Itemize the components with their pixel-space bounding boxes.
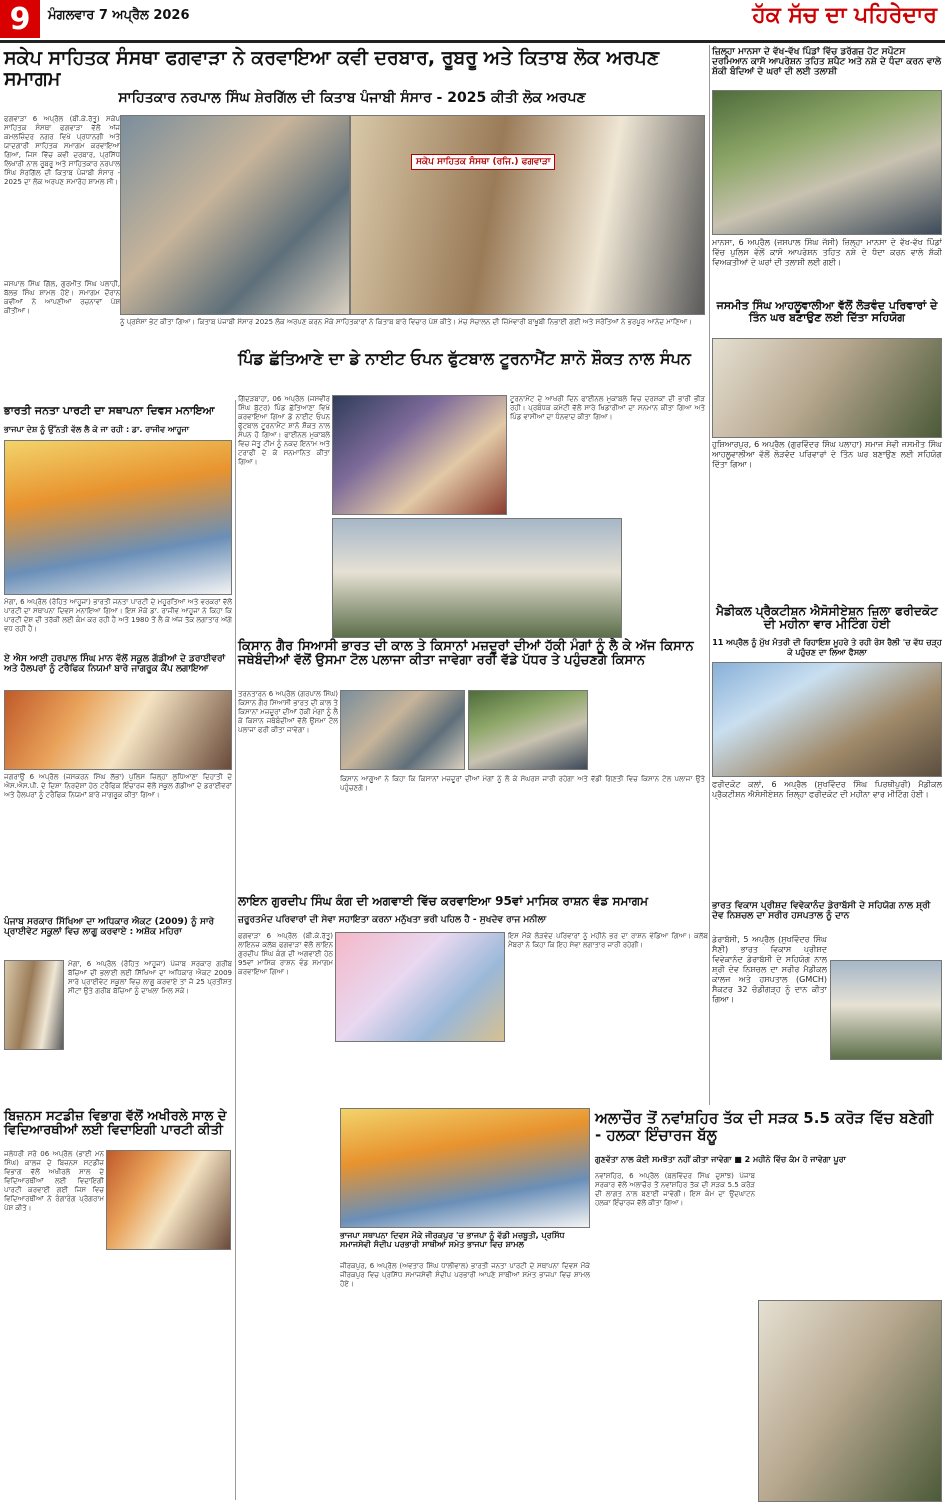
donation-headline: ਭਾਰਤ ਵਿਕਾਸ ਪ੍ਰੀਸ਼ਦ ਵਿਵੇਕਾਨੰਦ ਡੇਰਾਬੱਸੀ ਦੇ ਸਹਿਯੋਗ ਨਾਲ ਸ਼੍ਰੀ ਦੇਵ ਨਿਸ਼ਚਲ ਦਾ ਸਰੀਰ ਹਸਪਤਾਲ ਨੂੰ ਦਾਨ — [712, 901, 931, 921]
football-headline: ਪਿੰਡ ਛੱਤਿਆਣੇ ਦਾ ਡੇ ਨਾਈਟ ਓਪਨ ਫੁੱਟਬਾਲ ਟੂਰਨਾਮੈਂਟ ਸ਼ਾਨੋ ਸ਼ੌਕਤ ਨਾਲ ਸੰਪਨ — [238, 349, 691, 368]
brand-text: ਹੱਕ ਸੱਚ ਦਾ ਪਹਿਰੇਦਾਰ — [752, 2, 937, 28]
lead-subhead: ਸਾਹਿਤਕਾਰ ਨਰਪਾਲ ਸਿੰਘ ਸ਼ੇਰਗਿੱਲ ਦੀ ਕਿਤਾਬ ਪੰਜਾਬੀ ਸੰਸਾਰ - 2025 ਕੀਤੀ ਲੋਕ ਅਰਪਣ — [112, 90, 592, 110]
mansa-body: ਮਾਨਸਾ, 6 ਅਪ੍ਰੈਲ (ਜਸਪਾਲ ਸਿੰਘ ਜੱਸੀ) ਜ਼ਿਲ੍ਹਾ ਮਾਨਸਾ ਦੇ ਵੱਖ-ਵੱਖ ਪਿੰਡਾਂ ਵਿੱਚ ਪੁਲਿਸ ਵੱਲੋਂ ਕਾਸੋ ਆਪਰੇਸ਼ਨ ਤਹਿਤ ਨਸ਼ੇ ਦੇ ਧੰਦਾ ਕਰਨ ਵਾਲੇ ਸ਼ੱਕੀ ਵਿਅਕਤੀਆਂ ਦੇ ਘਰਾਂ ਦੀ ਤਲਾਸ਼ੀ ਲਈ ਗਈ। — [712, 238, 942, 267]
football-photo-2 — [332, 518, 622, 638]
medical-subhead: 11 ਅਪ੍ਰੈਲ ਨੂੰ ਮੁੱਖ ਮੰਤਰੀ ਦੀ ਰਿਹਾਇਸ਼ ਮੂਹਰੇ ਤੇ ਰਹੀ ਰੋਸ ਰੈਲੀ 'ਚ ਵੱਧ ਚੜ੍ਹ ਕੇ ਪਹੁੰਚਣ ਦਾ ਲਿਆ ਫੈਸਲਾ — [712, 638, 942, 657]
ahluwalia-photo — [712, 338, 942, 438]
lead-photo-1 — [120, 115, 350, 315]
header-rule — [0, 40, 945, 43]
farmers-photo-1 — [340, 690, 465, 770]
road-body: ਨਵਾਂਸ਼ਹਿਰ, 6 ਅਪ੍ਰੈਲ (ਬਲਵਿੰਦਰ ਸਿੰਘ ਦੁਸਾਂਝ) ਪੰਜਾਬ ਸਰਕਾਰ ਵੱਲੋਂ ਅਲਾਚੌਰ ਤੋਂ ਨਵਾਂਸ਼ਹਿਰ ਤੱਕ ਦੀ ਸੜਕ 5.5 ਕਰੋੜ ਦੀ ਲਾਗਤ ਨਾਲ ਬਣਾਈ ਜਾਵੇਗੀ। ਇਸ ਕੰਮ ਦਾ ਉਦਘਾਟਨ ਹਲਕਾ ਇੰਚਾਰਜ ਵੱਲੋਂ ਕੀਤਾ ਗਿਆ। — [595, 1172, 755, 1207]
column-divider — [709, 45, 710, 1105]
ahluwalia-headline: ਜਸਮੀਤ ਸਿੰਘ ਆਹਲੂਵਾਲੀਆ ਵੱਲੋਂ ਲੋੜਵੰਦ ਪਰਿਵਾਰਾਂ ਦੇ ਤਿੰਨ ਘਰ ਬਣਾਉਣ ਲਈ ਦਿੱਤਾ ਸਹਿਯੋਗ — [716, 299, 938, 325]
football-photo-1 — [332, 395, 507, 515]
lions-headline: ਲਾਇਨ ਗੁਰਦੀਪ ਸਿੰਘ ਕੰਗ ਦੀ ਅਗਵਾਈ ਵਿੱਚ ਕਰਵਾਇਆ 95ਵਾਂ ਮਾਸਿਕ ਰਾਸ਼ਨ ਵੰਡ ਸਮਾਗਮ — [238, 894, 649, 908]
donation-body: ਡੇਰਾਬੱਸੀ, 5 ਅਪ੍ਰੈਲ (ਸੁਖਵਿੰਦਰ ਸਿੰਘ ਸੈਣੀ) ਭਾਰਤ ਵਿਕਾਸ ਪ੍ਰੀਸ਼ਦ ਵਿਵੇਕਾਨੰਦ ਡੇਰਾਬੱਸੀ ਦੇ ਸਹਿਯੋਗ ਨਾਲ ਸ਼੍ਰੀ ਦੇਵ ਨਿਸ਼ਚਲ ਦਾ ਸਰੀਰ ਮੈਡੀਕਲ ਕਾਲਜ ਅਤੇ ਹਸਪਤਾਲ (GMCH) ਸੈਕਟਰ 32 ਚੰਡੀਗੜ੍ਹ ਨੂੰ ਦਾਨ ਕੀਤਾ ਗਿਆ। — [712, 935, 827, 1004]
football-body-2: ਟੂਰਨਾਮੈਂਟ ਦੇ ਆਖਰੀ ਦਿਨ ਫਾਈਨਲ ਮੁਕਾਬਲੇ ਵਿਚ ਦਰਸ਼ਕਾਂ ਦੀ ਭਾਰੀ ਭੀੜ ਰਹੀ। ਪ੍ਰਬੰਧਕ ਕਮੇਟੀ ਵੱਲੋਂ ਸਾਰੇ ਖਿਡਾਰੀਆਂ ਦਾ ਸਨਮਾਨ ਕੀਤਾ ਗਿਆ ਅਤੇ ਪਿੰਡ ਵਾਸੀਆਂ ਦਾ ਧੰਨਵਾਦ ਕੀਤਾ ਗਿਆ। — [510, 395, 705, 421]
medical-headline: ਮੈਡੀਕਲ ਪ੍ਰੈਕਟੀਸ਼ਨ ਐਸੋਸੀਏਸ਼ਨ ਜ਼ਿਲਾ ਫਰੀਦਕੋਟ ਦੀ ਮਹੀਨਾ ਵਾਰ ਮੀਟਿੰਗ ਹੋਈ — [716, 604, 938, 632]
bjp-photo — [4, 440, 232, 595]
farmers-body-2: ਕਿਸਾਨ ਆਗੂਆਂ ਨੇ ਕਿਹਾ ਕਿ ਕਿਸਾਨਾਂ ਮਜ਼ਦੂਰਾਂ ਦੀਆਂ ਮੰਗਾਂ ਨੂੰ ਲੈ ਕੇ ਸੰਘਰਸ਼ ਜਾਰੀ ਰਹੇਗਾ ਅਤੇ ਵੱਡੀ ਗਿਣਤੀ ਵਿਚ ਕਿਸਾਨ ਟੋਲ ਪਲਾਜਾ ਉਤੇ ਪਹੁੰਚਣਗੇ। — [340, 775, 705, 792]
farmers-photo-2 — [468, 690, 588, 770]
business-photo — [106, 1150, 231, 1250]
lions-subhead: ਜ਼ਰੂਰਤਮੰਦ ਪਰਿਵਾਰਾਂ ਦੀ ਸੇਵਾ ਸਹਾਇਤਾ ਕਰਨਾ ਮਨੁੱਖਤਾ ਭਰੀ ਪਹਿਲ ਹੈ - ਸੁਖਦੇਵ ਰਾਜ ਮਨੀਲਾ — [238, 915, 547, 925]
masthead-brand — [752, 2, 937, 28]
rte-body: ਮੋਗਾ, 6 ਅਪ੍ਰੈਲ (ਰੋਹਿਤ ਆਹੂਜਾ) ਪੰਜਾਬ ਸਰਕਾਰ ਗਰੀਬ ਬੱਚਿਆਂ ਦੀ ਭਲਾਈ ਲਈ ਸਿੱਖਿਆ ਦਾ ਅਧਿਕਾਰ ਐਕਟ 2009 ਸਾਰੇ ਪ੍ਰਾਈਵੇਟ ਸਕੂਲਾਂ ਵਿਚ ਲਾਗੂ ਕਰਵਾਏ ਤਾਂ ਜੋ 25 ਪ੍ਰਤੀਸ਼ਤ ਸੀਟਾਂ ਉਤੇ ਗਰੀਬ ਬੱਚਿਆਂ ਨੂੰ ਦਾਖਲਾ ਮਿਲ ਸਕੇ। — [68, 960, 232, 995]
zirakpur-photo — [340, 1108, 590, 1228]
mansa-headline: ਜ਼ਿਲ੍ਹਾ ਮਾਨਸਾ ਦੇ ਵੱਖ-ਵੱਖ ਪਿੰਡਾਂ ਵਿੱਚ ਡਰੱਗਜ਼ ਹੋਟ ਸਪੌਟਸ ਦਰਮਿਆਨ ਕਾਸੋ ਆਪਰੇਸ਼ਨ ਤਹਿਤ ਸ਼ਪੈਟ ਅਤੇ ਨਸ਼ੇ ਦੇ ਧੰਦਾ ਕਰਨ ਵਾਲੇ ਸ਼ੱਕੀ ਬੰਦਿਆਂ ਦੇ ਘਰਾਂ ਦੀ ਲਈ ਤਲਾਸ਼ੀ — [712, 47, 942, 77]
donation-portrait — [830, 960, 942, 1060]
rte-headline: ਪੰਜਾਬ ਸਰਕਾਰ ਸਿੱਖਿਆ ਦਾ ਅਧਿਕਾਰ ਐਕਟ (2009) ਨੂੰ ਸਾਰੇ ਪ੍ਰਾਈਵੇਟ ਸਕੂਲਾਂ ਵਿਚ ਲਾਗੂ ਕਰਵਾਏ : ਅਸ਼ੋਕ ਮਹਿਰਾ — [4, 917, 215, 937]
lions-photo — [335, 932, 505, 1042]
medical-body: ਫਰੀਦਕੋਟ ਕਲਾਂ, 6 ਅਪ੍ਰੈਲ (ਸੁਖਵਿੰਦਰ ਸਿੰਘ ਪਿਰਥੀਪੁਰੀ) ਮੈਡੀਕਲ ਪ੍ਰੈਕਟੀਸ਼ਨ ਐਸੋਸੀਏਸ਼ਨ ਜ਼ਿਲ੍ਹਾ ਫਰੀਦਕੋਟ ਦੀ ਮਹੀਨਾ ਵਾਰ ਮੀਟਿੰਗ ਹੋਈ। — [712, 780, 942, 799]
lead-inset-banner: ਸਕੇਪ ਸਾਹਿਤਕ ਸੰਸਥਾ (ਰਜਿ.) ਫਗਵਾੜਾ — [411, 154, 555, 170]
bjp-headline: ਭਾਰਤੀ ਜਨਤਾ ਪਾਰਟੀ ਦਾ ਸਥਾਪਨਾ ਦਿਵਸ ਮਨਾਇਆ — [4, 404, 215, 417]
mansa-photo — [712, 90, 942, 235]
zirakpur-headline: ਭਾਜਪਾ ਸਥਾਪਨਾ ਦਿਵਸ ਮੌਕੇ ਜੀਰਕਪੁਰ 'ਚ ਭਾਜਪਾ ਨੂੰ ਵੱਡੀ ਮਜ਼ਬੂਤੀ, ਪ੍ਰਸਿੱਧ ਸਮਾਜਸੇਵੀ ਸੰਦੀਪ ਪਰਭਾਰੀ ਸਾਥੀਆਂ ਸਮੇਤ ਭਾਜਪਾ ਵਿਚ ਸ਼ਾਮਲ — [340, 1231, 565, 1249]
business-body: ਜਲੰਧਰੀ ਸਰੋ 06 ਅਪ੍ਰੈਲ (ਭਾਈ ਮਨ ਸਿੰਘ) ਕਾਲਜ ਦੇ ਬਿਜ਼ਨਸ ਸਟਡੀਜ਼ ਵਿਭਾਗ ਵੱਲੋਂ ਅਖੀਰਲੇ ਸਾਲ ਦੇ ਵਿਦਿਆਰਥੀਆਂ ਲਈ ਵਿਦਾਇਗੀ ਪਾਰਟੀ ਕਰਵਾਈ ਗਈ ਜਿਸ ਵਿਚ ਵਿਦਿਆਰਥੀਆਂ ਨੇ ਰੰਗਾਰੰਗ ਪ੍ਰੋਗਰਾਮ ਪੇਸ਼ ਕੀਤੇ। — [4, 1150, 104, 1212]
medical-photo — [712, 662, 942, 777]
road-photo — [758, 1300, 942, 1502]
road-subhead: ਗੁਣਵੱਤਾ ਨਾਲ ਕੋਈ ਸਮਝੌਤਾ ਨਹੀਂ ਕੀਤਾ ਜਾਵੇਗਾ ■ 2 ਮਹੀਨੇ ਵਿੱਚ ਕੰਮ ਹੋ ਜਾਵੇਗਾ ਪੂਰਾ — [595, 1155, 846, 1164]
rte-portrait — [4, 960, 64, 1050]
page-number: 9 — [0, 0, 40, 38]
farmers-body: ਤਰਨਤਾਰਨ 6 ਅਪ੍ਰੈਲ (ਗਰਪਾਲ ਸਿੰਘ) ਕਿਸਾਨ ਗੈਰ ਸਿਆਸੀ ਭਾਰਤ ਦੀ ਕਾਲ ਤੇ ਕਿਸਾਨਾਂ ਮਜ਼ਦੂਰਾਂ ਦੀਆਂ ਹੱਕੀ ਮੰਗਾਂ ਨੂੰ ਲੈ ਕੇ ਕਿਸਾਨ ਜਥੇਬੰਦੀਆਂ ਵੱਲੋਂ ਉਸਮਾ ਟੋਲ ਪਲਾਜਾ ਫਰੀ ਕੀਤਾ ਜਾਵੇਗਾ। — [238, 690, 338, 734]
issue-date: ਮੰਗਲਵਾਰ 7 ਅਪ੍ਰੈਲ 2026 — [48, 8, 190, 23]
traffic-headline: ਏ ਐਸ ਆਈ ਹਰਪਾਲ ਸਿੰਘ ਮਾਨ ਵੱਲੋਂ ਸਕੂਲ ਗੱਡੀਆਂ ਦੇ ਡਰਾਈਵਰਾਂ ਅਤੇ ਹੈਲਪਰਾਂ ਨੂੰ ਟਰੈਫਿਕ ਨਿਯਮਾਂ ਬਾਰੇ ਜਾਗਰੂਕ ਕੈਂਪ ਲਗਾਇਆ — [4, 654, 226, 674]
lions-body-2: ਇਸ ਮੌਕੇ ਲੋੜਵੰਦ ਪਰਿਵਾਰਾਂ ਨੂੰ ਮਹੀਨੇ ਭਰ ਦਾ ਰਾਸ਼ਨ ਵੰਡਿਆ ਗਿਆ। ਕਲੱਬ ਮੈਂਬਰਾਂ ਨੇ ਕਿਹਾ ਕਿ ਇਹ ਸੇਵਾ ਲਗਾਤਾਰ ਜਾਰੀ ਰਹੇਗੀ। — [508, 932, 708, 949]
lions-body: ਫਗਵਾੜਾ 6 ਅਪ੍ਰੈਲ (ਬੀ.ਕੇ.ਰੱਤੂ) ਲਾਇਨਜ਼ ਕਲੱਬ ਫਗਵਾੜਾ ਵੱਲੋਂ ਲਾਇਨ ਗੁਰਦੀਪ ਸਿੰਘ ਕੰਗ ਦੀ ਅਗਵਾਈ ਹੇਠ 95ਵਾਂ ਮਾਸਿਕ ਰਾਸ਼ਨ ਵੰਡ ਸਮਾਗਮ ਕਰਵਾਇਆ ਗਿਆ। — [238, 932, 333, 976]
football-body: ਗਿੱਦੜਬਾਹਾ, 06 ਅਪ੍ਰੈਲ (ਜਸਵੀਰ ਸਿੰਘ ਬੁੱਟਰ) ਪਿੰਡ ਛੱਤਿਆਣਾ ਵਿਖੇ ਕਰਵਾਇਆ ਗਿਆ ਡੇ ਨਾਈਟ ਓਪਨ ਫੁੱਟਬਾਲ ਟੂਰਨਾਮੈਂਟ ਸ਼ਾਨੋ ਸ਼ੌਕਤ ਨਾਲ ਸੰਪਨ ਹੋ ਗਿਆ। ਫਾਈਨਲ ਮੁਕਾਬਲੇ ਵਿਚ ਜੇਤੂ ਟੀਮ ਨੂੰ ਨਕਦ ਇਨਾਮ ਅਤੇ ਟਰਾਫੀ ਦੇ ਕੇ ਸਨਮਾਨਿਤ ਕੀਤਾ ਗਿਆ। — [238, 395, 330, 466]
zirakpur-body: ਜੀਰਕਪੁਰ, 6 ਅਪ੍ਰੈਲ (ਅਵਤਾਰ ਸਿੰਘ ਧਾਲੀਵਾਲ) ਭਾਰਤੀ ਜਨਤਾ ਪਾਰਟੀ ਦੇ ਸਥਾਪਨਾ ਦਿਵਸ ਮੌਕੇ ਜੀਰਕਪੁਰ ਵਿਚ ਪ੍ਰਸਿੱਧ ਸਮਾਜਸੇਵੀ ਸੰਦੀਪ ਪਰਭਾਰੀ ਆਪਣੇ ਸਾਥੀਆਂ ਸਮੇਤ ਭਾਜਪਾ ਵਿਚ ਸ਼ਾਮਲ ਹੋਏ। — [340, 1262, 590, 1288]
bjp-subhead: ਭਾਜਪਾ ਦੇਸ਼ ਨੂੰ ਉੱਨਤੀ ਵੱਲ ਲੈ ਕੇ ਜਾ ਰਹੀ : ਡਾ. ਰਾਜੀਵ ਆਹੂਜਾ — [4, 425, 190, 434]
bjp-body: ਮੋਗਾ, 6 ਅਪ੍ਰੈਲ (ਰੋਹਿਤ ਆਹੂਜਾ) ਭਾਰਤੀ ਜਨਤਾ ਪਾਰਟੀ ਦੇ ਮਹੂਰਤਿਆਂ ਅਤੇ ਵਰਕਰਾਂ ਵੱਲੋਂ ਪਾਰਟੀ ਦਾ ਸਥਾਪਨਾ ਦਿਵਸ ਮਨਾਇਆ ਗਿਆ। ਇਸ ਮੌਕੇ ਡਾ. ਰਾਜੀਵ ਆਹੂਜਾ ਨੇ ਕਿਹਾ ਕਿ ਪਾਰਟੀ ਦੇਸ਼ ਦੀ ਤਰੱਕੀ ਲਈ ਕੰਮ ਕਰ ਰਹੀ ਹੈ ਅਤੇ 1980 ਤੋਂ ਲੈ ਕੇ ਅੱਜ ਤੱਕ ਲਗਾਤਾਰ ਅੱਗੇ ਵਧ ਰਹੀ ਹੈ। — [4, 598, 232, 633]
traffic-body: ਜਗਰਾਉਂ 6 ਅਪ੍ਰੈਲ (ਜਸਕਰਨ ਸਿੰਘ ਲੱਭਾ) ਪੁਲਿਸ ਜ਼ਿਲ੍ਹਾ ਲੁਧਿਆਣਾ ਦਿਹਾਤੀ ਦੇ ਐਸ.ਐਸ.ਪੀ. ਦੇ ਦਿਸ਼ਾ ਨਿਰਦੇਸ਼ਾਂ ਹੇਠ ਟਰੈਫਿਕ ਇੰਚਾਰਜ ਵੱਲੋਂ ਸਕੂਲ ਗੱਡੀਆਂ ਦੇ ਡਰਾਈਵਰਾਂ ਅਤੇ ਹੈਲਪਰਾਂ ਨੂੰ ਟਰੈਫਿਕ ਨਿਯਮਾਂ ਬਾਰੇ ਜਾਗਰੂਕ ਕੀਤਾ ਗਿਆ। — [4, 773, 232, 799]
lead-body-bottom: ਨੂੰ ਪ੍ਰਸ਼ੰਸਾ ਭੇਟ ਕੀਤਾ ਗਿਆ। ਕਿਤਾਬ ਪੰਜਾਬੀ ਸੰਸਾਰ 2025 ਲੋਕ ਅਰਪਣ ਕਰਨ ਮੌਕੇ ਸਾਹਿਤਕਾਰਾਂ ਨੇ ਕਿਤਾਬ ਬਾਰੇ ਵਿਚਾਰ ਪੇਸ਼ ਕੀਤੇ। ਮੰਚ ਸੰਚਾਲਨ ਦੀ ਜ਼ਿੰਮੇਵਾਰੀ ਬਾਖੂਬੀ ਨਿਭਾਈ ਗਈ ਅਤੇ ਸਰੋਤਿਆਂ ਨੇ ਭਰਪੂਰ ਆਨੰਦ ਮਾਣਿਆ। — [120, 318, 692, 326]
lead-body-col: ਜਸਪਾਲ ਸਿੰਘ ਗਿੱਲ, ਗੁਰਮੀਤ ਸਿੰਘ ਪਲਾਹੀ, ਬੱਲਭ ਸਿੰਘ ਸ਼ਾਮਲ ਹੋਏ। ਸਮਾਗਮ ਦੌਰਾਨ ਕਵੀਆਂ ਨੇ ਆਪਣੀਆਂ ਰਚਨਾਵਾਂ ਪੇਸ਼ ਕੀਤੀਆਂ। — [4, 280, 120, 315]
lead-photo-2 — [350, 115, 705, 315]
ahluwalia-body: ਹੁਸ਼ਿਆਰਪੁਰ, 6 ਅਪ੍ਰੈਲ (ਗੁਰਵਿੰਦਰ ਸਿੰਘ ਪਲਾਹਾ) ਸਮਾਜ ਸੇਵੀ ਜਸਮੀਤ ਸਿੰਘ ਆਹਲੂਵਾਲੀਆ ਵੱਲੋਂ ਲੋੜਵੰਦ ਪਰਿਵਾਰਾਂ ਦੇ ਤਿੰਨ ਘਰ ਬਣਾਉਣ ਲਈ ਸਹਿਯੋਗ ਦਿੱਤਾ ਗਿਆ। — [712, 440, 942, 469]
lead-headline: ਸਕੇਪ ਸਾਹਿਤਕ ਸੰਸਥਾ ਫਗਵਾੜਾ ਨੇ ਕਰਵਾਇਆ ਕਵੀ ਦਰਬਾਰ, ਰੂਬਰੂ ਅਤੇ ਕਿਤਾਬ ਲੋਕ ਅਰਪਣ ਸਮਾਗਮ — [4, 47, 660, 90]
traffic-photo — [4, 690, 232, 770]
road-headline: ਅਲਾਚੌਰ ਤੋਂ ਨਵਾਂਸ਼ਹਿਰ ਤੱਕ ਦੀ ਸੜਕ 5.5 ਕਰੋੜ ਵਿੱਚ ਬਣੇਗੀ - ਹਲਕਾ ਇੰਚਾਰਜ ਬੱਲੂ — [595, 1109, 934, 1144]
column-divider — [235, 400, 236, 1500]
business-headline: ਬਿਜ਼ਨਸ ਸਟਡੀਜ਼ ਵਿਭਾਗ ਵੱਲੋਂ ਅਖੀਰਲੇ ਸਾਲ ਦੇ ਵਿਦਿਆਰਥੀਆਂ ਲਈ ਵਿਦਾਇਗੀ ਪਾਰਟੀ ਕੀਤੀ — [4, 1109, 227, 1139]
farmers-headline: ਕਿਸਾਨ ਗੈਰ ਸਿਆਸੀ ਭਾਰਤ ਦੀ ਕਾਲ ਤੇ ਕਿਸਾਨਾਂ ਮਜ਼ਦੂਰਾਂ ਦੀਆਂ ਹੱਕੀ ਮੰਗਾਂ ਨੂੰ ਲੈ ਕੇ ਅੱਜ ਕਿਸਾਨ ਜਥੇਬੰਦੀਆਂ ਵੱਲੋਂ ਉਸਮਾ ਟੋਲ ਪਲਾਜਾ ਕੀਤਾ ਜਾਵੇਗਾ ਰਰੀ ਵੱਡੇ ਪੱਧਰ ਤੇ ਪਹੁੰਚਣਗੇ ਕਿਸਾਨ — [238, 639, 694, 669]
lead-byline: ਫਗਵਾੜਾ 6 ਅਪ੍ਰੈਲ (ਬੀ.ਕੇ.ਰੱਤੂ) ਸਕੇਪ ਸਾਹਿਤਕ ਸੰਸਥਾ ਫਗਵਾੜਾ ਵੱਲੋਂ ਅੱਜ ਕਮਲਜ਼ਿੰਦਰ ਨਗਰ ਵਿਖੇ ਪ੍ਰਧਾਨਗੀ ਅਤੇ ਯਾਦਗਾਰੀ ਸਾਹਿਤਕ ਸਮਾਗਮ ਕਰਵਾਇਆ ਗਿਆ, ਜਿਸ ਵਿੱਚ ਕਵੀ ਦਰਬਾਰ, ਪ੍ਰਸਿੱਧ ਲਿਖਾਰੀ ਨਾਲ ਰੂਬਰੂ ਅਤੇ ਸਾਹਿਤਕਾਰ ਨਰਪਾਲ ਸਿੰਘ ਸ਼ੇਰਗਿੱਲ ਦੀ ਕਿਤਾਬ ਪੰਜਾਬੀ ਸੰਸਾਰ - 2025 ਦਾ ਲੋਕ ਅਰਪਣ ਸਮਾਰੋਹ ਸ਼ਾਮਲ ਸੀ। — [4, 115, 120, 186]
